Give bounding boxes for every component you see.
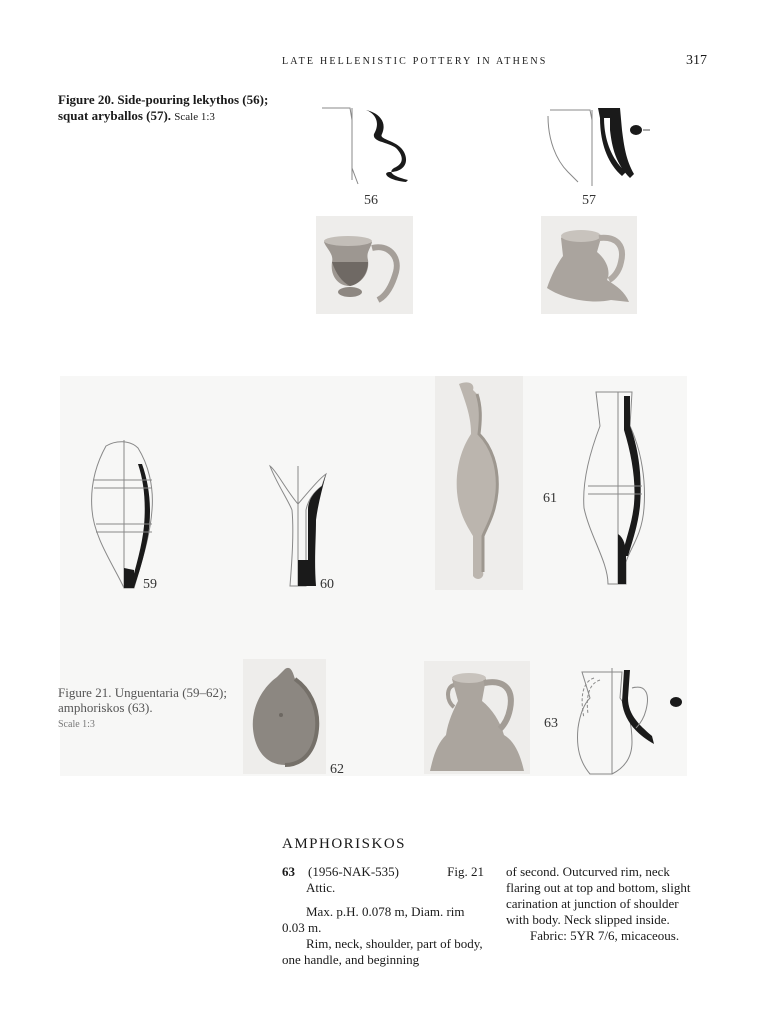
unguentarium-60-drawing [262, 460, 334, 592]
figure-21-caption-text: Figure 21. Unguentaria (59–62); amphoriskos (63). [58, 685, 227, 715]
entry-fabric: Fabric: 5YR 7/6, micaceous. [530, 928, 680, 943]
figure-label-56: 56 [364, 193, 378, 208]
lekythos-56-photo-image [316, 216, 413, 314]
figure-21-caption [58, 685, 238, 732]
figure-label-60: 60 [320, 577, 334, 592]
unguentarium-61-drawing [574, 386, 650, 590]
entry-description-part-1: Rim, neck, shoulder, part of body, one handle, and beginning [282, 936, 483, 967]
figure-20-scale: Scale 1:3 [174, 111, 215, 123]
section-heading: AMPHORISKOS [282, 836, 407, 852]
unguentarium-62-photo [243, 659, 326, 774]
entry-inventory: (1956-NAK-535) [308, 864, 399, 879]
entry-description-part-2: of second. Outcurved rim, neck flaring out at top and bottom, slight carination at junction of shoulder with body. Neck slipped inside. [506, 864, 691, 927]
catalogue-entry-right-column [506, 864, 692, 944]
unguentarium-59-drawing [86, 436, 162, 594]
entry-origin: Attic. [306, 880, 336, 895]
entry-dimensions: Max. p.H. 0.078 m, Diam. rim 0.03 m. [282, 904, 465, 935]
amphoriskos-63-photo-image [424, 661, 530, 774]
figure-20-caption-text: Figure 20. Side-pouring lekythos (56); squat aryballos (57). [58, 92, 269, 123]
figure-20-drawings [316, 100, 656, 192]
unguentarium-61-photo [435, 376, 523, 590]
figure-label-62: 62 [330, 762, 344, 777]
aryballos-57-profile-drawing [548, 108, 650, 186]
catalogue-entry-left-column [282, 864, 484, 968]
unguentarium-61-photo-image [435, 376, 523, 590]
figure-label-59: 59 [143, 577, 157, 592]
amphoriskos-63-drawing [566, 658, 688, 778]
figure-20-caption [58, 92, 273, 125]
figure-label-63: 63 [544, 716, 558, 731]
entry-figure-reference: Fig. 21 [447, 864, 484, 879]
running-head: LATE HELLENISTIC POTTERY IN ATHENS [282, 56, 548, 67]
lekythos-56-photo [316, 216, 413, 314]
amphoriskos-63-photo [424, 661, 530, 774]
figure-label-61: 61 [543, 491, 557, 506]
figure-label-57: 57 [582, 193, 596, 208]
entry-header-line [282, 864, 484, 880]
aryballos-57-photo-image [541, 216, 637, 314]
page-number: 317 [686, 53, 707, 68]
figure-21-scale: Scale 1:3 [58, 719, 95, 730]
aryballos-57-photo [541, 216, 637, 314]
lekythos-56-profile-drawing [322, 108, 408, 184]
unguentarium-62-photo-image [243, 659, 326, 774]
entry-number: 63 [282, 864, 295, 879]
